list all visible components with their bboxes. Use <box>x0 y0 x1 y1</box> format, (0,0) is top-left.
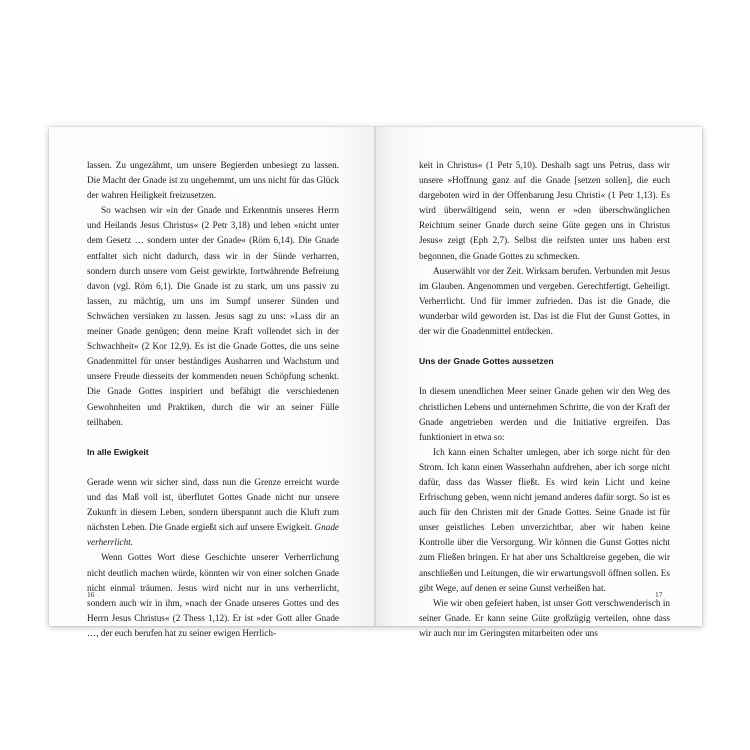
paragraph: Auserwählt vor der Zeit. Wirksam berufen. Verbunden mit Jesus im Glauben. Angenommen und vergeben. Gerechtfertigt. Geheiligt. Verherrlicht. Und für immer zufrieden. Das ist die Gnade, die wunderbar wild geworden ist. Das ist die Flut der Gunst Gottes, in der wir die Gnadenmittel entdecken. <box>419 265 670 337</box>
paragraph: So wachsen wir »in der Gnade und Erkenntnis unseres Herrn und Heilands Jesus Christus« (2 Petr 3,18) und leben »nicht unter dem Gesetz … sondern unter der Gnade« (Röm 6,14). Die Gnade entfaltet sich nicht dadurch, dass wir in der Sünde verharren, sondern durch unsere vom Geist gewirkte, fortwährende Befreiung davon (vgl. Röm 6,1). Die Gnade ist zu stark, um uns passiv zu lassen, zu mächtig, um uns im Sumpf unserer Sünden und Schwächen versinken zu lassen. Jesus sagt zu uns: »Lass dir an meiner Gnade genügen; denn meine Kraft vollendet sich in der Schwachheit« (2 Kor 12,9). Es ist die Gnade Gottes, die uns seine Gnadenmittel für unser beständiges Ausharren und Wachstum und unsere Freude diesseits der kommenden neuen Schöpfung schenkt. Die Gnade Gottes inspiriert und befähigt die verschiedenen Gewohnheiten und Praktiken, durch die wir an seiner Fülle teilhaben. <box>87 205 339 427</box>
paragraph: Wenn Gottes Wort diese Geschichte unserer Verherrlichung nicht deutlich machen würde, könnten wir von einer solchen Gnade nicht einmal träumen. Jesus wird nicht nur in uns verherrlicht, sondern auch wir in ihm, »nach der Gnade unseres Gottes und des Herrn Jesus Christus« (2 Thess 1,12). Er ist »der Gott aller Gnade …, der euch berufen hat zu seiner ewigen Herrlich- <box>87 552 339 638</box>
left-page-text <box>87 158 339 641</box>
left-page <box>49 127 375 638</box>
page-number: 16 <box>87 590 95 599</box>
book-spread <box>49 127 702 638</box>
page-number: 17 <box>655 590 663 599</box>
paragraph: Wie wir oben gefeiert haben, ist unser Gott verschwenderisch in seiner Gnade. Er kann seine Güte großzügig verteilen, ohne dass wir auch nur im Geringsten mitarbeiten oder uns <box>419 597 670 638</box>
section-heading: In alle Ewigkeit <box>87 446 149 457</box>
right-page-text <box>419 158 670 641</box>
paragraph: Ich kann einen Schalter umlegen, aber ich sorge nicht für den Strom. Ich kann einen Wasserhahn aufdrehen, aber ich sorge nicht dafür, dass das Wasser fließt. Es wird kein Licht und keine Erfrischung geben, wenn nicht jemand anderes dafür sorgt. So ist es auch für den Christen mit der Gnade Gottes. Seine Gnade ist für unser geistliches Leben unverzichtbar, aber wir haben keine Kontrolle über die Versorgung. Wir können die Gunst Gottes nicht zum Fließen bringen. Er hat aber uns Schaltkreise gegeben, die wir anschließen und Leitungen, die wir erwartungsvoll öffnen sollen. Es gibt Wege, auf denen er seine Gunst verheißen hat. <box>419 446 670 593</box>
paragraph: In diesem unendlichen Meer seiner Gnade gehen wir den Weg des christlichen Lebens und unternehmen Schritte, die von der Kraft der Gnade angetrieben werden und die Initiative ergreifen. Das funktioniert in etwa so: <box>419 386 670 442</box>
right-page <box>375 127 702 638</box>
italic-emphasis: Gnade verherrlicht. <box>87 522 340 548</box>
paragraph: lassen. Zu ungezähmt, um unsere Begierden unbesiegt zu lassen. Die Macht der Gnade ist zu ungehemmt, um uns nicht für das Glück der wahren Heiligkeit freizusetzen. <box>87 160 339 201</box>
paragraph <box>87 475 339 550</box>
section-heading: Uns der Gnade Gottes aussetzen <box>419 356 554 367</box>
paragraph-text: Gerade wenn wir sicher sind, dass nun die Grenze erreicht wurde und das Maß voll ist, überflutet Gottes Gnade nicht nur unsere Zukunft in diesem Leben, sondern überspannt auch die Kluft zum nächsten Leben. Die Gnade ergießt sich auf unsere Ewigkeit. <box>87 476 339 533</box>
book-gutter <box>374 127 376 626</box>
paragraph: keit in Christus« (1 Petr 5,10). Deshalb sagt uns Petrus, dass wir unsere »Hoffnung ganz auf die Gnade [setzen sollen], die euch dargeboten wird in der Offenbarung Jesu Christi« (1 Petr 1,13). Es wird überwältigend sein, wenn er »den überschwänglichen Reichtum seiner Gnade durch seine Güte gegen uns in Christus Jesus« zeigt (Eph 2,7). Selbst die reifsten unter uns haben erst begonnen, die Gnade Gottes zu schmecken. <box>419 160 670 261</box>
